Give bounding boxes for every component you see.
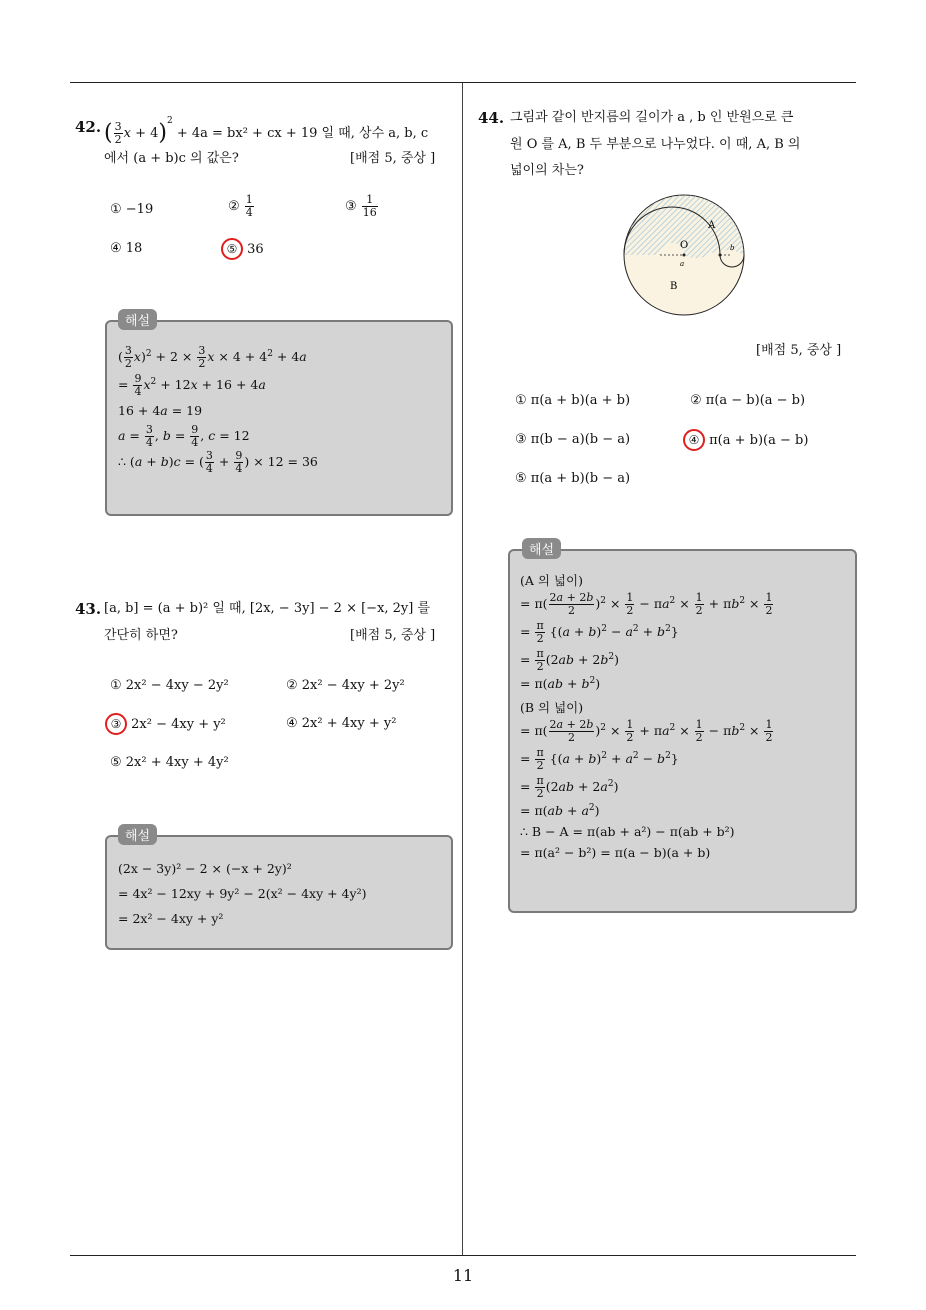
choice-1[interactable]: ① 2x² − 4xy − 2y²: [110, 678, 229, 693]
question-42-text: + 4a = bx² + cx + 19 일 때, 상수 a, b, c: [176, 126, 429, 141]
solution-line: ( $\frac{3}{2}$ x)$^2$ + 2 × $\frac{3}{2}$ $x \times 4 + 4^2 + 4a$: [118, 344, 307, 371]
solution-line: = $\pi(ab + b^2)$: [520, 676, 601, 692]
solution-line: ∴ (a + b)c = ( $\frac{3}{4}$ + $\frac{9}{4}$ ) × 12 = 36: [118, 449, 318, 476]
question-43-line2: 간단히 하면?: [104, 628, 178, 643]
solution-line: = π(a² − b²) = π(a − b)(a + b): [520, 845, 711, 861]
solution-tag: 해설: [118, 309, 157, 330]
choice-5[interactable]: ⑤ 2x² + 4xy + 4y²: [110, 755, 229, 770]
solution-42-content: [118, 342, 318, 475]
solution-line: = $\frac{\pi}{2}$ $\{(a + b)^2 + a^2 - b^2\}$: [520, 745, 679, 772]
question-number: 42.: [75, 118, 102, 136]
choice-5[interactable]: ⑤ π(a + b)(b − a): [515, 471, 631, 486]
question-number: 43.: [75, 600, 102, 618]
choice-3[interactable]: ③ 2x² − 4xy + y²: [108, 713, 226, 735]
question-44-line3: 넓이의 차는?: [510, 163, 584, 178]
solution-line: = $\frac{9}{4}$ $x^2 + 12x + 16 + 4a$: [118, 372, 266, 399]
question-43-line1: [a, b] = (a + b)² 일 때, [2x, − 3y] − 2 × [−x, 2y] 를: [104, 601, 431, 616]
question-44: [478, 109, 504, 127]
solution-line: a = $\frac{3}{4}$ , b = $\frac{9}{4}$ , c = 12: [118, 423, 250, 450]
solution-line: ∴ B − A = π(ab + a²) − π(ab + b²): [520, 824, 735, 840]
choice-2[interactable]: ② 2x² − 4xy + 2y²: [286, 678, 405, 693]
solution-line: = $\frac{\pi}{2}$ $(2ab + 2b^2)$: [520, 647, 620, 674]
score-label: [배점 5, 중상 ]: [350, 628, 436, 643]
solution-line: = π( $\frac{2a + 2b}{2}$ )$^2$ × $\frac{1}{2}$ + $\pi a^2$ × $\frac{1}{2}$ − $\pi b^2$ × $\frac{1}{2}$: [520, 717, 773, 744]
solution-tag: 해설: [118, 824, 157, 845]
page-number: 11: [452, 1266, 474, 1285]
top-rule: [70, 82, 856, 83]
choice-2[interactable]: ② $\frac{1}{4}$: [228, 193, 253, 219]
column-divider: [462, 83, 463, 1255]
label-a: a: [680, 260, 685, 268]
bottom-rule: [70, 1255, 856, 1256]
choice-3[interactable]: ③ π(b − a)(b − a): [515, 432, 631, 447]
question-number: 44.: [478, 109, 505, 127]
answer-circle: ⑤: [221, 238, 243, 260]
choice-1[interactable]: ① π(a + b)(a + b): [515, 393, 631, 408]
question-43: [75, 600, 101, 618]
choice-4[interactable]: ④ π(a + b)(a − b): [686, 429, 808, 451]
question-42-line1: ( $\frac{3}{2}$ x + 4)$^2$ + 4a = bx² + cx + 19 일 때, 상수 a, b, c: [104, 116, 429, 146]
choice-1[interactable]: ① −19: [110, 202, 154, 217]
label-O: O: [680, 240, 689, 251]
choice-3[interactable]: ③ $\frac{1}{16}$: [345, 193, 377, 219]
score-label: [배점 5, 중상 ]: [756, 343, 842, 358]
label-B: B: [670, 281, 678, 292]
answer-circle: ③: [105, 713, 127, 735]
question-42-line2: 에서 (a + b)c 의 값은?: [104, 151, 239, 166]
solution-line: (A 의 넓이): [520, 573, 583, 588]
score-label: [배점 5, 중상 ]: [350, 151, 436, 166]
choice-5[interactable]: ⑤ 36: [224, 238, 264, 260]
solution-44-content: [520, 572, 774, 861]
choice-4[interactable]: ④ 2x² + 4xy + y²: [286, 716, 397, 731]
solution-line: = $\frac{\pi}{2}$ $\{(a + b)^2 - a^2 + b^2\}$: [520, 619, 679, 646]
label-A: A: [708, 220, 716, 231]
solution-line: (B 의 넓이): [520, 699, 584, 715]
solution-line: = 2x² − 4xy + y²: [118, 911, 224, 926]
solution-line: (2x − 3y)² − 2 × (−x + 2y)²: [118, 861, 292, 876]
solution-43-content: [118, 856, 366, 931]
label-b: b: [730, 244, 735, 252]
solution-line: 16 + 4a = 19: [118, 403, 203, 419]
question-44-line2: 원 O 를 A, B 두 부분으로 나누었다. 이 때, A, B 의: [510, 137, 801, 152]
solution-line: = 4x² − 12xy + 9y² − 2(x² − 4xy + 4y²): [118, 886, 367, 901]
question-42: [75, 118, 101, 136]
question-44-line1: 그림과 같이 반지름의 길이가 a , b 인 반원으로 큰: [510, 110, 794, 125]
choice-4[interactable]: ④ 18: [110, 241, 143, 256]
solution-line: = $\frac{\pi}{2}$ $(2ab + 2a^2)$: [520, 774, 619, 801]
choice-2[interactable]: ② π(a − b)(a − b): [690, 393, 806, 408]
answer-circle: ④: [683, 429, 705, 451]
solution-line: = $\pi(ab + a^2)$: [520, 803, 600, 819]
circle-figure: [620, 192, 748, 318]
solution-tag: 해설: [522, 538, 561, 559]
solution-line: = π( $\frac{2a + 2b}{2}$ )$^2$ × $\frac{1}{2}$ − $\pi a^2$ × $\frac{1}{2}$ + $\pi b^2$ × $\frac{1}{2}$: [520, 591, 773, 618]
